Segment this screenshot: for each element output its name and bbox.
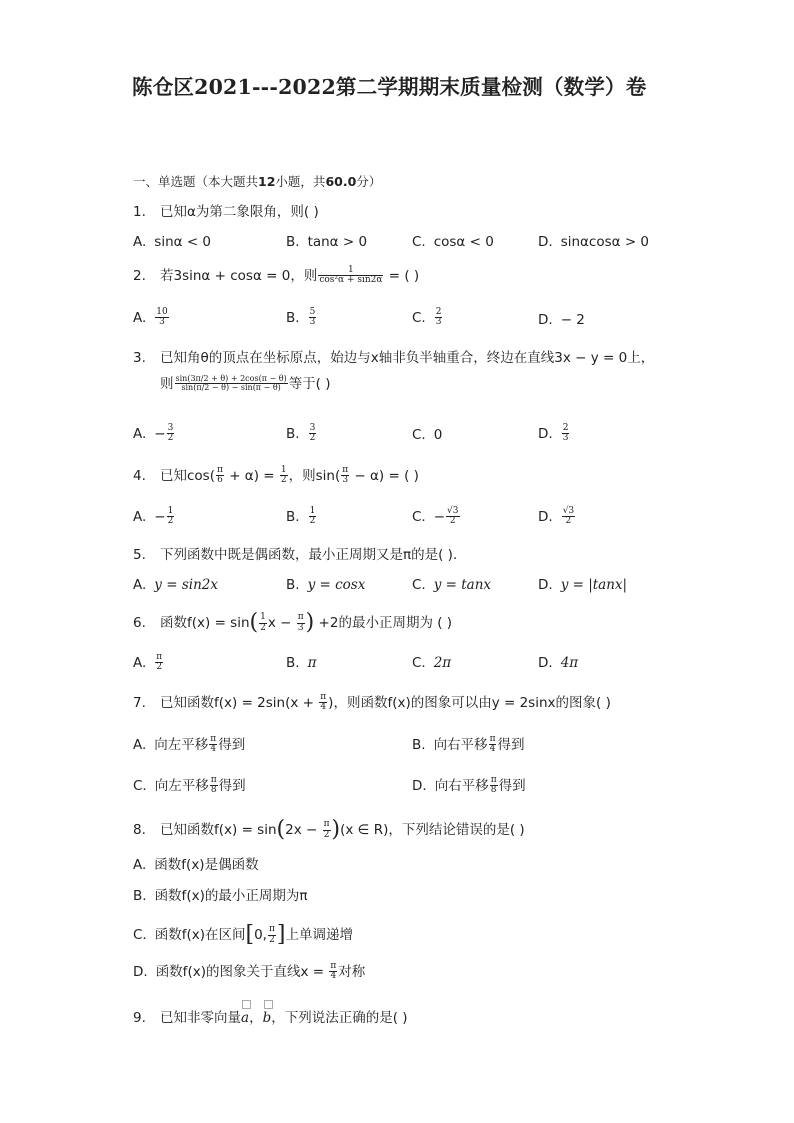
question-6: 6. 函数f(x) = sin( $\frac{1}{2}$ x − $\frac{\pi}{3}$ ) +2的最小正周期为 ( ) [133,610,453,635]
question-1: 1. 已知α为第二象限角，则( ) [133,204,319,220]
q4-option-a: A. − $\frac{1}{2}$ [133,506,174,527]
q4-option-d: D. $\frac{√3}{2}$ [538,506,575,527]
q5-option-b: B. y = cosx [286,577,366,593]
question-3: 3. 已知角θ的顶点在坐标原点，始边与x轴非负半轴重合，终边在直线3x − y = 0上， [133,350,655,366]
q6-option-b: B. π [286,655,317,671]
q5-option-d: D. y = |tanx| [538,577,628,593]
q2-option-a: A. $\frac{10}{3}$ [133,307,168,328]
vector-b: b [262,1010,272,1026]
vector-a: a [241,1010,250,1026]
q1-option-c: C. cosα < 0 [412,234,494,250]
q3-option-a: A. − $\frac{3}{2}$ [133,423,174,444]
q3-option-c: C. 0 [412,427,443,443]
q5-option-c: C. y = tanx [412,577,492,593]
question-9: 9. 已知非零向量a，b，下列说法正确的是( ) [133,1010,408,1026]
q2-option-d: D. − 2 [538,312,585,328]
q6-option-d: D. 4π [538,655,579,671]
page-title: 陈仓区2021---2022第二学期期末质量检测（数学）卷 [132,75,647,99]
q7-option-a: A. 向左平移 $\frac{\pi}{4}$ 得到 [133,734,246,755]
q8-option-b: B. 函数f(x)的最小正周期为π [133,888,308,904]
q5-option-a: A. y = sin2x [133,577,218,593]
q8-option-d: D. 函数f(x)的图象关于直线x = $\frac{\pi}{4}$ 对称 [133,961,366,982]
q4-option-c: C. − $\frac{√3}{2}$ [412,506,459,527]
q4-option-b: B. $\frac{1}{2}$ [286,506,316,527]
question-3-line-2: 则 $\frac{\sin(3\pi/2 + \theta) + 2\cos(\pi - \theta)}{\sin(\pi/2 - \theta) - \sin(\pi - \theta)}$ 等于( ) [160,374,331,393]
q1-option-a: A. sinα < 0 [133,234,212,250]
q1-option-b: B. tanα > 0 [286,234,368,250]
section-heading: 一、单选题（本大题共12小题，共60.0分） [133,174,382,189]
q2-option-b: B. $\frac{5}{3}$ [286,307,316,328]
q6-option-c: C. 2π [412,655,452,671]
q3-option-d: D. $\frac{2}{3}$ [538,423,569,444]
question-7: 7. 已知函数f(x) = 2sin(x + $\frac{\pi}{4}$ )，则函数f(x)的图象可以由y = 2sinx的图象( ) [133,692,611,713]
q7-option-b: B. 向右平移 $\frac{\pi}{4}$ 得到 [412,734,525,755]
question-4: 4. 已知cos( $\frac{\pi}{6}$ + α) = $\frac{1}{2}$ ，则sin( $\frac{\pi}{3}$ − α) = ( ) [133,465,419,486]
q8-option-c: C. 函数f(x)在区间[0, $\frac{\pi}{2}$ ]上单调递增 [133,922,353,947]
q6-option-a: A. $\frac{\pi}{2}$ [133,652,163,673]
q7-option-d: D. 向右平移 $\frac{\pi}{8}$ 得到 [412,775,526,796]
question-5: 5. 下列函数中既是偶函数，最小正周期又是π的是( ). [133,547,458,563]
q1-option-d: D. sinαcosα > 0 [538,234,650,250]
question-8: 8. 已知函数f(x) = sin(2x − $\frac{\pi}{2}$ )(x ∈ R)，下列结论错误的是( ) [133,817,525,842]
q7-option-c: C. 向左平移 $\frac{\pi}{8}$ 得到 [133,775,246,796]
q2-option-c: C. $\frac{2}{3}$ [412,307,442,328]
question-2: 2. 若3sinα + cosα = 0，则 $\frac{1}{\text{cos²α + sin2α}}$ = ( ) [133,265,420,286]
q3-option-b: B. $\frac{3}{2}$ [286,423,316,444]
q8-option-a: A. 函数f(x)是偶函数 [133,857,259,873]
